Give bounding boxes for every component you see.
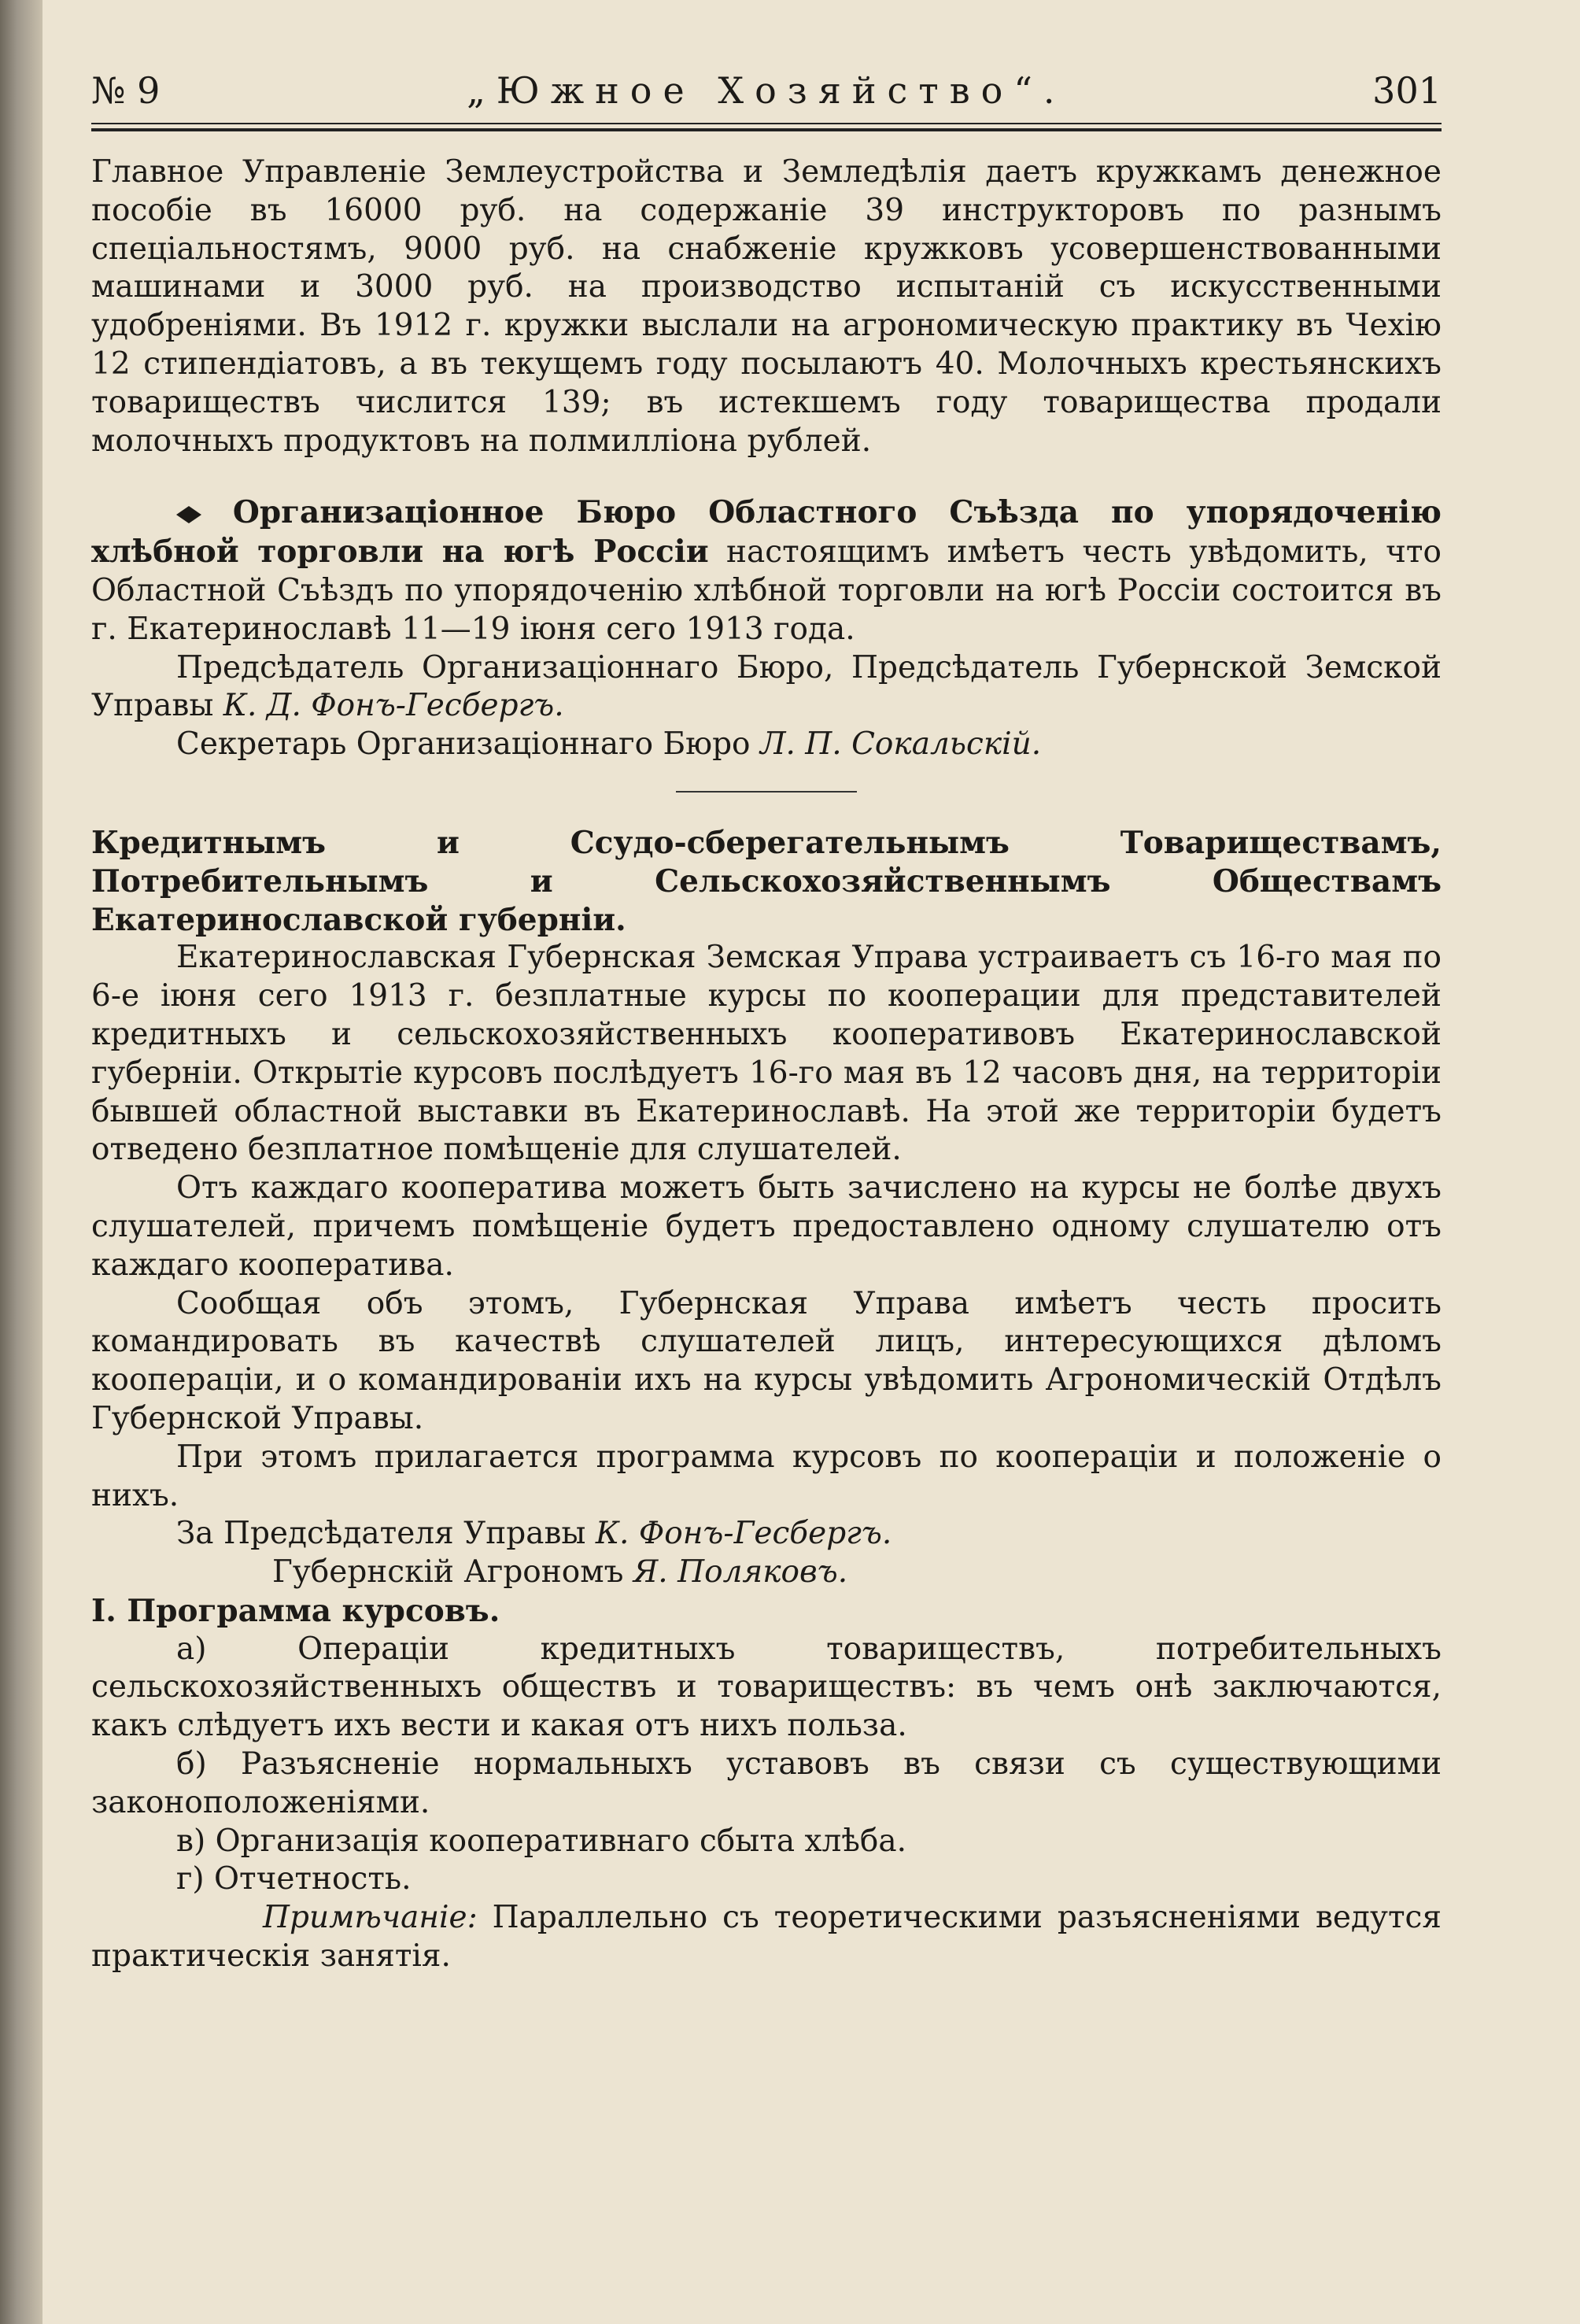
diamond-ornament-icon — [176, 506, 201, 523]
signature-board: За Предсѣдателя Управы К. Фонъ-Гесбергъ. — [176, 1516, 892, 1552]
course-program — [91, 1592, 1442, 1976]
paragraph: Отъ каждаго кооператива можетъ быть зачислено на курсы не болѣе двухъ слушателей, причемъ помѣщеніе будетъ предоставлено одному слушателю отъ каждаго кооператива. — [91, 1170, 1442, 1283]
signature-secretary: Секретарь Организаціоннаго Бюро Л. П. Сокальскій. — [176, 726, 1042, 763]
signature-agronomist: Губернскій Агрономъ Я. Поляковъ. — [272, 1554, 848, 1591]
bureau-name: Организаціонное Бюро Областного Съѣзда по упорядоченію хлѣбной торговли на югѣ Россіи — [91, 494, 1442, 571]
journal-title: „Южное Хозяйство“. — [467, 69, 1066, 112]
section-cooperative-courses — [91, 824, 1442, 1592]
paragraph: Сообщая объ этомъ, Губернская Управа имѣетъ честь просить командировать въ качествѣ слушателей лицъ, интересующихся дѣломъ коопераціи, и о командированіи ихъ на курсы увѣдомить Агрономическій Отдѣлъ Губернской Управы. — [91, 1285, 1442, 1436]
note-text: Параллельно съ теоретическими разъясненіями ведутся практическія занятія. — [91, 1900, 1442, 1975]
program-item: а) Операціи кредитныхъ товариществъ, потребительныхъ сельскохозяйственныхъ обществъ и товариществъ: въ чемъ онѣ заключаются, какъ слѣдуетъ ихъ вести и какая отъ нихъ польза. — [91, 1631, 1442, 1744]
running-header — [91, 69, 1442, 118]
board-signer-name: К. Фонъ-Гесбергъ. — [595, 1516, 892, 1552]
program-item: в) Организація кооперативнаго сбыта хлѣба. — [176, 1823, 906, 1859]
journal-page — [42, 0, 1580, 2324]
issue-number: № 9 — [91, 69, 161, 112]
secretary-name: Л. П. Сокальскій. — [759, 726, 1042, 763]
section-grain-trade-bureau — [91, 493, 1442, 764]
paragraph: Екатеринославская Губернская Земская Управа устраиваетъ съ 16-го мая по 6-е іюня сего 1913 г. безплатные курсы по кооперации для представителей кредитныхъ и сельскохозяйственныхъ кооперативовъ Екатеринославской губерніи. Открытіе курсовъ послѣдуетъ 16-го мая въ 12 часовъ дня, на территоріи бывшей областной выставки въ Екатеринославѣ. На этой же территоріи будетъ отведено безплатное помѣщеніе для слушателей. — [91, 940, 1442, 1168]
header-rule-thin — [91, 123, 1442, 124]
program-note — [91, 1899, 1442, 1976]
announcement-text: настоящимъ имѣетъ честь увѣдомить, что Областной Съѣздъ по упорядоченію хлѣбной торговли на югѣ Россіи состоится въ г. Екатеринославѣ 11—19 іюня сего 1913 года. — [91, 534, 1442, 647]
section-agriculture-circles — [91, 153, 1442, 460]
program-item: б) Разъясненіе нормальныхъ уставовъ въ связи съ существующими законоположеніями. — [91, 1746, 1442, 1820]
page-content — [91, 69, 1442, 1976]
paragraph: Главное Управленіе Землеустройства и Земледѣлія даетъ кружкамъ денежное пособіе въ 16000 руб. на содержаніе 39 инструкторовъ по разнымъ спеціальностямъ, 9000 руб. на снабженіе кружковъ усовершенствованными машинами и 3000 руб. на производство испытаній съ искусственными удобреніями. Въ 1912 г. кружки выслали на агрономическую практику въ Чехію 12 стипендіатовъ, а въ текущемъ году посылаютъ 40. Молочныхъ крестьянскихъ товариществъ числится 139; въ истекшемъ году товарищества продали молочныхъ продуктовъ на полмилліона рублей. — [91, 154, 1442, 459]
signature-chairman: Предсѣдатель Организаціоннаго Бюро, Предсѣдатель Губернской Земской Управы К. Д. Фонъ-Гесбергъ. — [91, 649, 1442, 724]
program-item: г) Отчетность. — [176, 1861, 412, 1897]
paragraph: При этомъ прилагается программа курсовъ по коопераціи и положеніе о нихъ. — [91, 1439, 1442, 1513]
agronomist-name: Я. Поляковъ. — [633, 1554, 848, 1591]
section-divider — [676, 791, 857, 793]
chairman-name: К. Д. Фонъ-Гесбергъ. — [223, 688, 564, 724]
page-number: 301 — [1372, 69, 1442, 112]
announcement-paragraph — [91, 493, 1442, 648]
program-title: I. Программа курсовъ. — [91, 1592, 500, 1629]
book-binding-edge — [0, 0, 42, 2324]
section-heading: Кредитнымъ и Ссудо-сберегательнымъ Товариществамъ, Потребительнымъ и Сельскохозяйственнымъ Обществамъ Екатеринославской губерніи. — [91, 824, 1442, 938]
note-label: Примѣчаніе: — [263, 1900, 478, 1936]
